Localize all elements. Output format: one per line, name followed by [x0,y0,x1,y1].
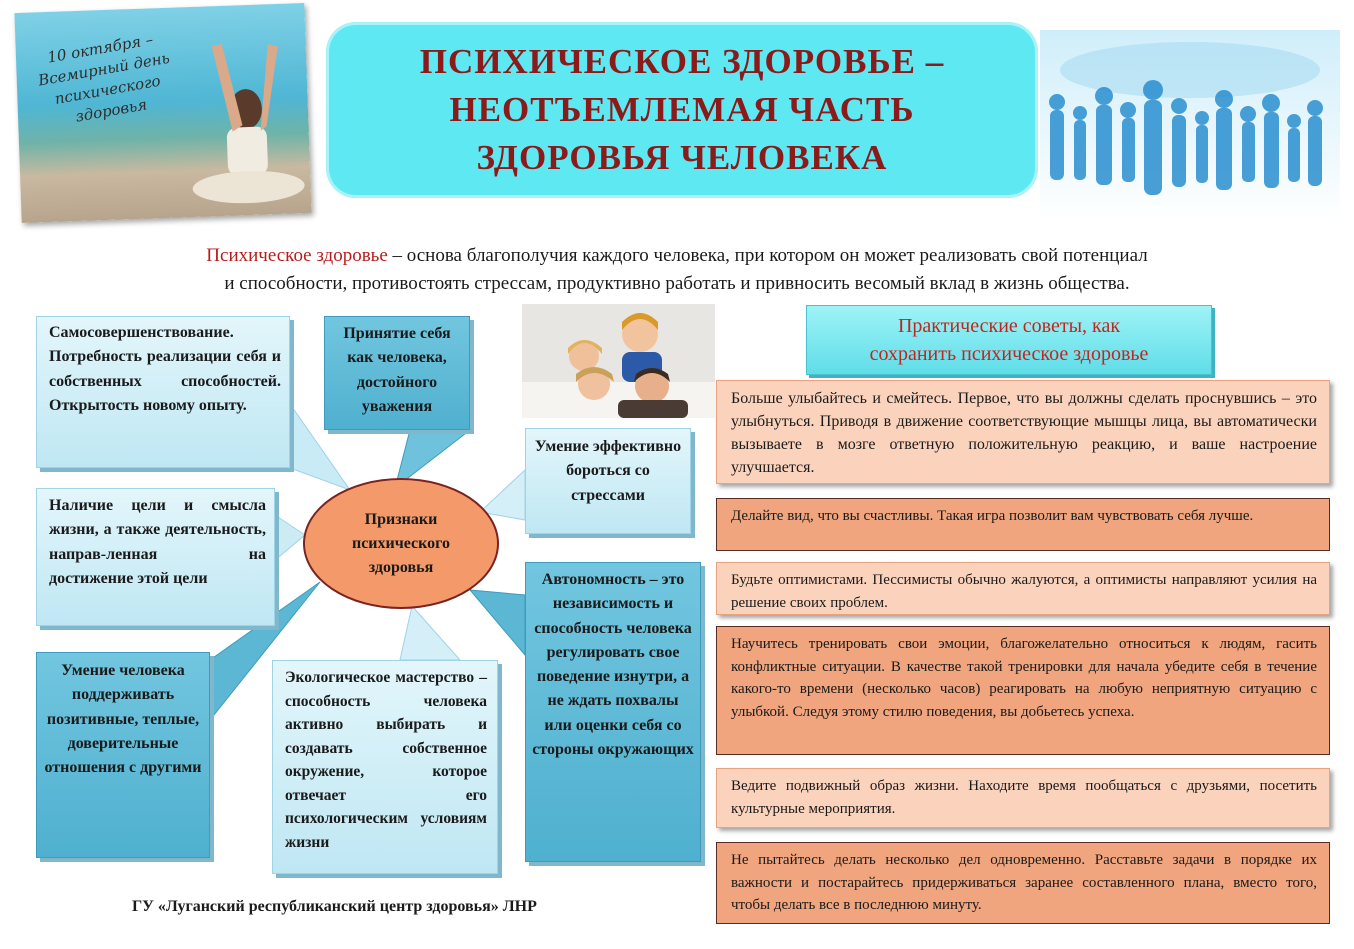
tip-item-5: Ведите подвижный образ жизни. Находите время пообщаться с друзьями, посетить культурные мероприятия. [716,768,1330,828]
title-banner [326,22,1038,198]
page-title [326,38,1038,182]
bubble-eco-mastery: Экологическое мастерство – способность человека активно выбирать и создавать собственное окружение, которое отвечает его психологическим условиям жизни [272,660,498,874]
footer-organization: ГУ «Луганский республиканский центр здоровья» ЛНР [132,898,537,915]
tips-title-line-2: сохранить психическое здоровье [869,343,1149,365]
yoga-photo [14,3,311,223]
center-label: Признаки психического здоровья [351,510,451,576]
smiling-family-illustration [522,304,715,418]
crowd-silhouette-image [1040,30,1340,220]
tail-eco [400,606,460,660]
intro-definition [40,242,1314,298]
title-line-2: НЕОТЪЕМЛЕМАЯ ЧАСТЬ [449,90,915,129]
tip-item-2: Делайте вид, что вы счастливы. Такая игра позволит вам чувствовать себя лучше. [716,498,1330,551]
intro-line1-rest: – основа благополучия каждого человека, при котором он может реализовать свой потенциал [387,245,1148,266]
title-line-3: ЗДОРОВЬЯ ЧЕЛОВЕКА [476,138,888,177]
tip-item-4: Научитесь тренировать свои эмоции, благожелательно относиться к людям, гасить конфликтные ситуации. В качестве такой тренировки для начала убедите себя в течение какого-то времени (несколько часов) реагировать на любую неприятную ситуацию с улыбкой. Следуя этому стилю поведения, вы добьетесь успеха. [716,626,1330,755]
tail-autonomy [470,590,525,655]
bubble-life-goal: Наличие цели и смысла жизни, а также деятельность, направ-ленная на достижение этой цели [36,488,275,626]
bubble-self-acceptance: Принятие себя как человека, достойного уважения [324,316,470,430]
bubble-relations: Умение человека поддерживать позитивные, теплые, доверительные отношения с другими [36,652,210,858]
tip-item-1: Больше улыбайтесь и смейтесь. Первое, что вы должны сделать проснувшись – это улыбнуться. Приводя в движение соответствующие мышцы лица, вы автоматически вызываете в мозге ответную положительную реакцию, и ваше настроение улучшается. [716,380,1330,484]
intro-line2: и способности, противостоять стрессам, продуктивно работать и привносить весомый вклад в жизнь общества. [224,273,1130,294]
title-line-1: ПСИХИЧЕСКОЕ ЗДОРОВЬЕ – [419,42,945,81]
bubble-autonomy: Автономность – это независимость и способность человека регулировать свое поведение изнутри, а не ждать похвалы или оценки себя со стороны окружающих [525,562,701,862]
intro-term: Психическое здоровье [206,245,388,266]
people-silhouettes-illustration [1040,30,1340,220]
tail-life-goal [275,515,305,560]
bubble-stress-coping: Умение эффективно бороться со стрессами [525,428,691,534]
bubble-self-improvement: Самосовершенствование. Потребность реализации себя и собственных способностей. Открытость новому опыту. [36,316,290,468]
badge-caption: 10 октября – Всемирный день психического здоровья [36,30,171,126]
family-photo [522,304,715,418]
tips-title-line-1: Практические советы, как [897,315,1121,337]
tip-item-3: Будьте оптимистами. Пессимисты обычно жалуются, а оптимисты направляют усилия на решение своих проблем. [716,562,1330,615]
center-ellipse [303,478,499,609]
tip-item-6: Не пытайтесь делать несколько дел одновременно. Расставьте задачи в порядке их важности и постарайтесь придерживаться заранее составленного плана, вместо того, чтобы делать все в последнюю минуту. [716,842,1330,924]
tips-title [806,305,1212,375]
